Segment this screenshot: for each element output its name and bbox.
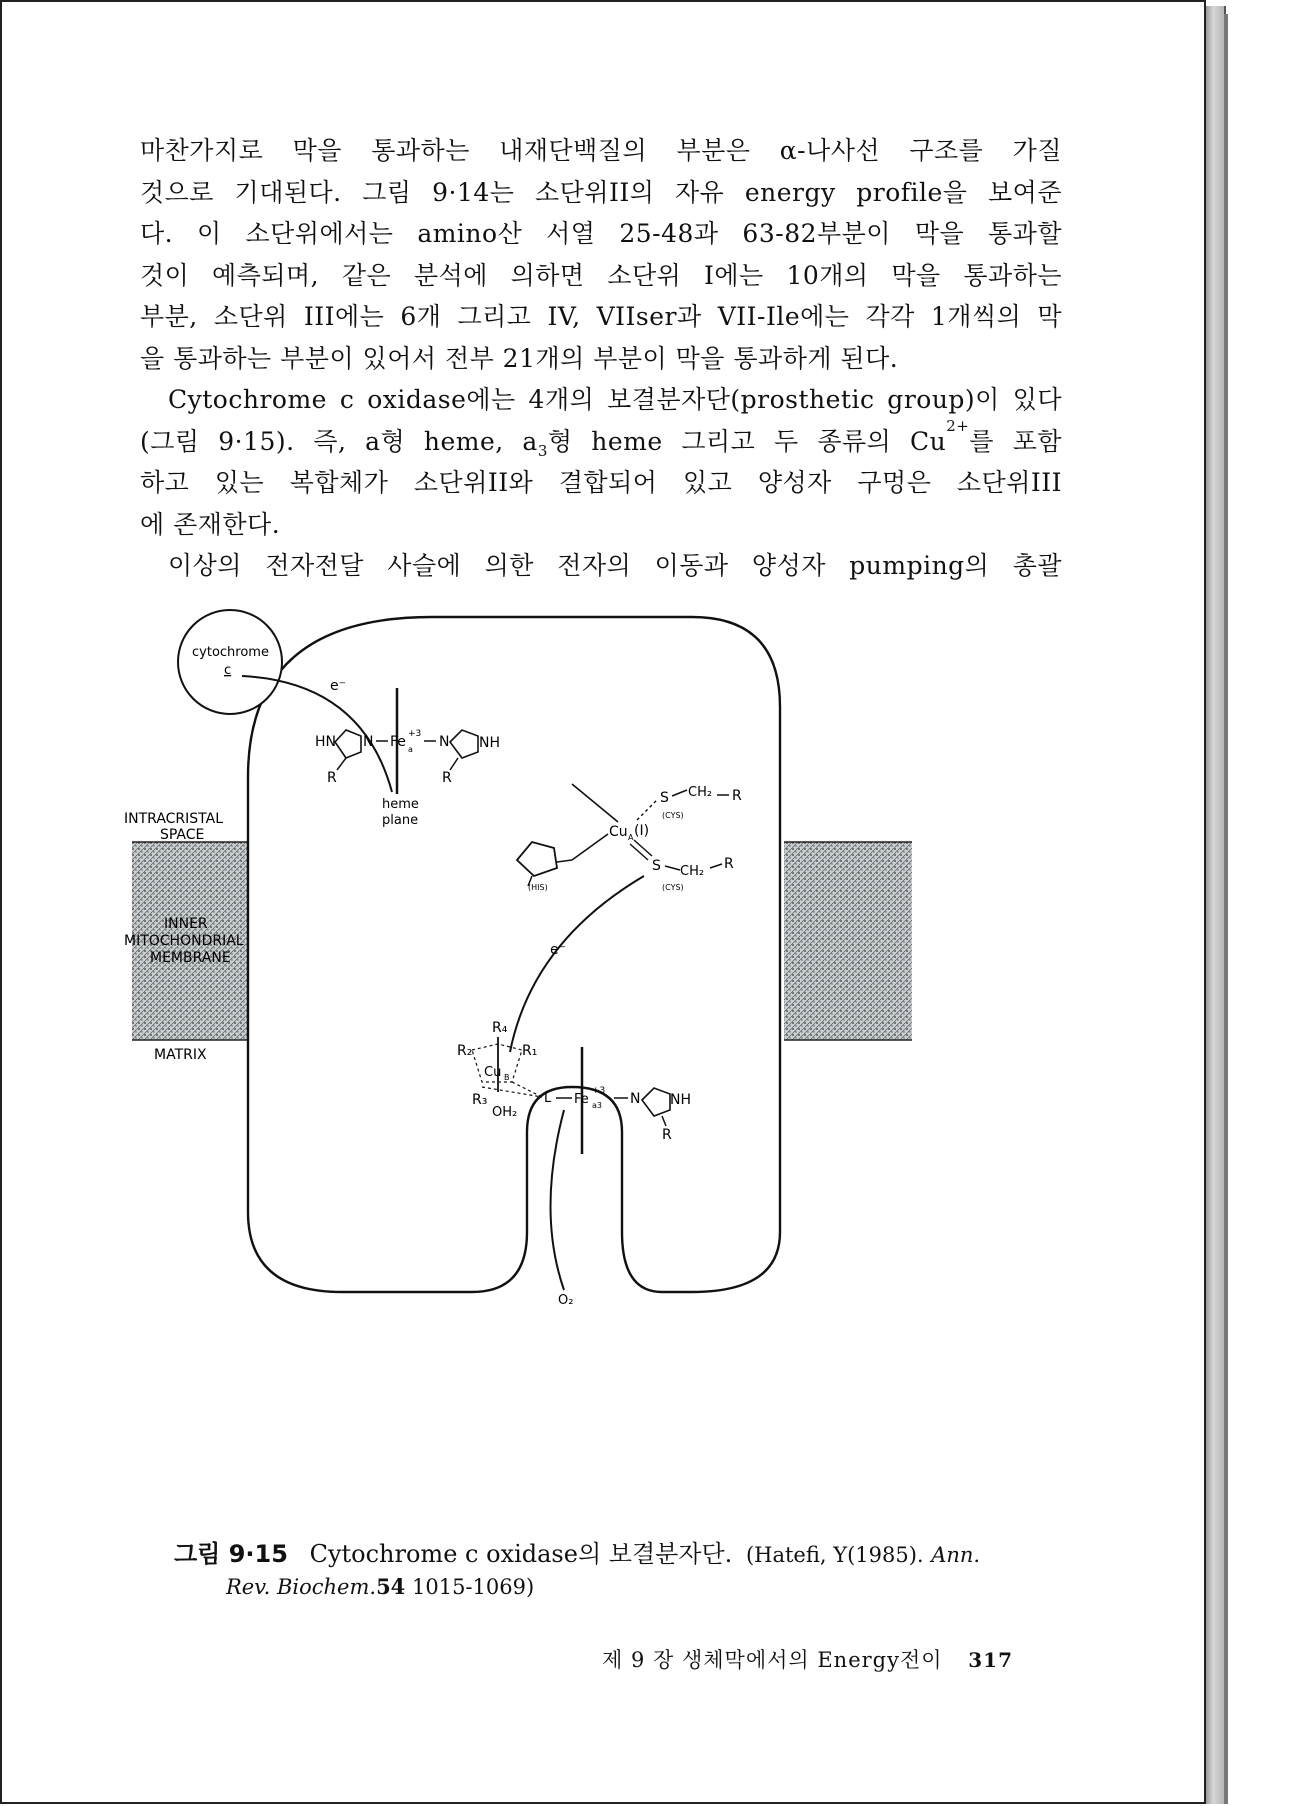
cytochrome-oxidase-figure bbox=[124, 645, 1052, 1512]
caption-label: 그림 9·15 bbox=[174, 1540, 288, 1568]
o2-label: O₂ bbox=[558, 1293, 574, 1308]
label-membrane: MEMBRANE bbox=[150, 950, 231, 966]
a3-nh: NH bbox=[670, 1092, 691, 1108]
text-line: Cytochrome c oxidase에는 4개의 보결분자단(prosthetic group)이 있다 bbox=[168, 385, 1062, 414]
caption-pages: 1015-1069) bbox=[411, 1575, 535, 1599]
cys-s2: S bbox=[652, 858, 661, 874]
heme-plane-label-1: heme bbox=[382, 797, 419, 812]
page-number: 317 bbox=[968, 1648, 1013, 1672]
bond bbox=[557, 860, 572, 862]
heme-fe-sub: a bbox=[408, 745, 413, 754]
bond bbox=[710, 864, 722, 868]
cub-oh2: OH₂ bbox=[492, 1105, 518, 1120]
text-line: 을 통과하는 부분이 있어서 전부 21개의 부분이 막을 통과하게 된다. bbox=[140, 343, 899, 373]
membrane-right bbox=[784, 842, 912, 1040]
bond bbox=[572, 834, 608, 860]
label-matrix: MATRIX bbox=[154, 1047, 207, 1063]
cu-a: Cu bbox=[609, 824, 628, 840]
cub-l: L bbox=[544, 1091, 552, 1106]
label-space: SPACE bbox=[160, 827, 205, 843]
text-line: 다. 이 소단위에서는 amino산 서열 25-48과 63-82부분이 막을 통과할 bbox=[140, 219, 1062, 248]
cu-a-sub: A bbox=[628, 833, 634, 842]
label-inner: INNER bbox=[164, 916, 208, 932]
cub-r2: R₂ bbox=[457, 1043, 473, 1059]
heme-r1: R bbox=[327, 770, 337, 786]
page-footer bbox=[602, 1644, 1013, 1674]
cub-r3: R₃ bbox=[472, 1092, 488, 1108]
a3-fe: Fe bbox=[574, 1092, 589, 1107]
bond bbox=[337, 758, 346, 770]
page-stack-edge bbox=[1206, 6, 1226, 1804]
oxygen-path bbox=[551, 1110, 565, 1290]
cub-r1: R₁ bbox=[522, 1043, 538, 1059]
cub-l-bond bbox=[482, 1087, 542, 1097]
body-text bbox=[140, 130, 1062, 587]
electron-label-1: e⁻ bbox=[330, 678, 347, 694]
text-line: 것으로 기대된다. 그림 9·14는 소단위II의 자유 energy profile을 보여준 bbox=[140, 177, 1062, 207]
heme-fe-sup: +3 bbox=[408, 729, 422, 739]
coord-bond bbox=[637, 800, 657, 820]
text-line: 것이 예측되며, 같은 분석에 의하면 소단위 I에는 10개의 막을 통과하는 bbox=[140, 260, 1062, 290]
cub-l-bond bbox=[512, 1082, 542, 1097]
imidazole-ring-left bbox=[335, 730, 361, 758]
text-fragment: (그림 9·15). 즉, a형 heme, a bbox=[140, 426, 538, 456]
protein-outline bbox=[248, 617, 780, 1292]
cub-cu: Cu bbox=[484, 1065, 502, 1080]
heme-plane-label-2: plane bbox=[382, 813, 419, 828]
caption-journal-2: Rev. Biochem. bbox=[226, 1575, 377, 1599]
electron-path-2 bbox=[510, 876, 644, 1052]
cys-ch2-2: CH₂ bbox=[680, 864, 705, 879]
cytochrome-label: cytochrome bbox=[192, 645, 269, 660]
heme-hn: HN bbox=[315, 734, 336, 750]
text-fragment: 를 포함 bbox=[969, 426, 1062, 456]
heme-fe: Fe bbox=[390, 734, 406, 750]
heme-n-left: N bbox=[363, 734, 374, 750]
cys-label2: (CYS) bbox=[662, 883, 684, 892]
his-label: (HIS) bbox=[528, 883, 548, 892]
text-line: 이상의 전자전달 사슬에 의한 전자의 이동과 양성자 pumping의 총괄 bbox=[168, 551, 1062, 580]
cub-sub: B bbox=[504, 1073, 510, 1082]
caption-title: Cytochrome c oxidase의 보결분자단. bbox=[309, 1540, 733, 1568]
caption-journal: Ann. bbox=[931, 1543, 981, 1567]
cys-label1: (CYS) bbox=[662, 811, 684, 820]
heme-nh: NH bbox=[479, 735, 500, 751]
bond bbox=[450, 758, 458, 770]
heme-r2: R bbox=[442, 770, 452, 786]
bond bbox=[665, 866, 680, 870]
paragraph-1 bbox=[140, 130, 1062, 379]
text-line: 부분, 소단위 III에는 6개 그리고 IV, VIIser과 VII-Ile에는 각각 1개씩의 막 bbox=[140, 302, 1062, 331]
caption-cite: (Hatefi, Y(1985). bbox=[745, 1543, 924, 1567]
cub-r4: R₄ bbox=[492, 1020, 508, 1036]
his-imidazole-ring bbox=[517, 842, 557, 876]
imidazole-ring-right bbox=[450, 730, 478, 758]
coord-bond-double bbox=[630, 844, 648, 860]
text-line: 마찬가지로 막을 통과하는 내재단백질의 부분은 α-나사선 구조를 가질 bbox=[140, 136, 1062, 165]
figure-caption bbox=[174, 1538, 1074, 1603]
text-line: 하고 있는 복합체가 소단위II와 결합되어 있고 양성자 구멍은 소단위III bbox=[140, 468, 1062, 497]
text-line: 에 존재한다. bbox=[140, 509, 281, 539]
a3-r: R bbox=[662, 1127, 672, 1143]
superscript: 2+ bbox=[946, 416, 970, 435]
subscript: 3 bbox=[537, 441, 548, 460]
cys-r2: R bbox=[724, 856, 734, 872]
cys-s1: S bbox=[660, 790, 669, 806]
text-fragment: 형 heme 그리고 두 종류의 Cu bbox=[547, 426, 947, 456]
label-mitochondrial: MITOCHONDRIAL bbox=[124, 933, 244, 949]
page-stack-shadow bbox=[1224, 14, 1228, 1804]
cytochrome-c-letter: c bbox=[224, 663, 232, 678]
a3-sub: a3 bbox=[592, 1101, 602, 1110]
paragraph-3 bbox=[140, 545, 1062, 587]
coord-bond-double bbox=[634, 840, 652, 856]
cytochrome-c-circle bbox=[178, 610, 282, 714]
chapter-title: 제 9 장 생체막에서의 Energy전이 bbox=[602, 1648, 943, 1672]
text-line bbox=[140, 416, 1062, 463]
bond bbox=[662, 1116, 666, 1126]
cys-ch2-1: CH₂ bbox=[688, 785, 713, 800]
a3-sup: +3 bbox=[592, 1086, 606, 1096]
a3-n: N bbox=[630, 1091, 641, 1107]
cu-a-ox: (I) bbox=[634, 823, 650, 839]
caption-volume: 54 bbox=[376, 1574, 406, 1599]
imidazole-ring-a3 bbox=[642, 1088, 670, 1116]
electron-label-2: e⁻ bbox=[550, 942, 567, 958]
cys-r1: R bbox=[732, 788, 742, 804]
label-intracristal: INTRACRISTAL bbox=[124, 811, 224, 827]
heme-n-right: N bbox=[439, 734, 450, 750]
caption-cite-line2 bbox=[174, 1571, 1074, 1603]
bond bbox=[672, 790, 687, 796]
paragraph-2 bbox=[140, 379, 1062, 545]
bond bbox=[572, 784, 618, 822]
